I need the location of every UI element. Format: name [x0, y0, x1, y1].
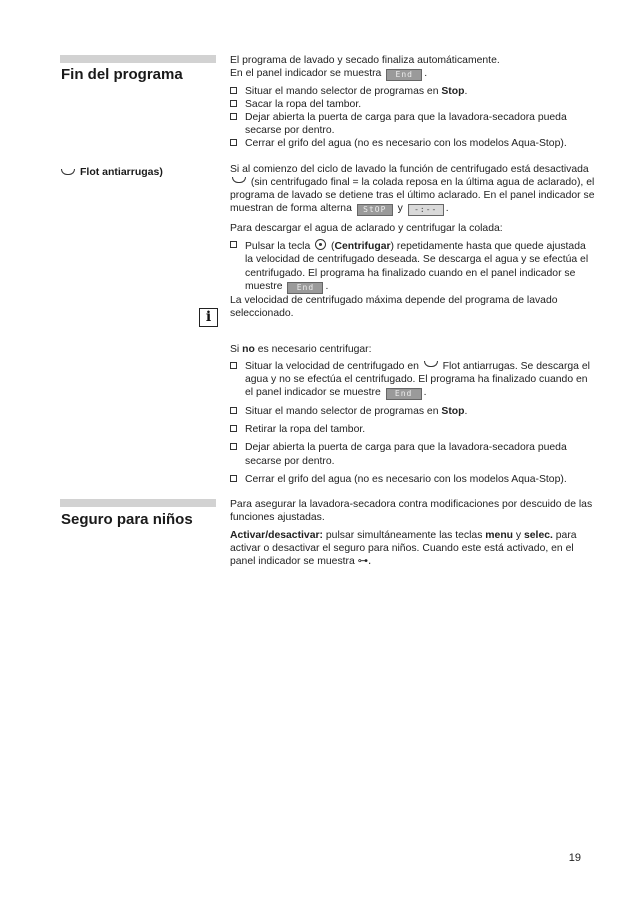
list-item: Situar el mando selector de programas en Stop.	[230, 85, 595, 98]
section-bar	[60, 55, 216, 63]
no-spin-icon	[424, 361, 438, 367]
no-spin-icon	[61, 169, 75, 175]
list-item: Dejar abierta la puerta de carga para que la lavadora-secadora pueda secarse por dentro.	[230, 441, 595, 467]
list-item: Pulsar la tecla (Centrifugar) repetidamente hasta que quede ajustada la velocidad de centrifugado deseada. Se descarga el agua y se efectúa el centrifugado. El programa ha finalizado cuando en el panel indicador se muestre End .	[230, 239, 595, 293]
seguro-paragraph-1: Para asegurar la lavadora-secadora contra modificaciones por descuido de las funciones ajustadas.	[230, 499, 593, 524]
flot-text	[230, 163, 595, 320]
section-title-flot: Flot antiarrugas)	[61, 166, 163, 178]
key-lock-icon: ⊶.	[357, 555, 372, 568]
checkbox-bullet-icon	[230, 443, 237, 450]
checkbox-bullet-icon	[230, 113, 237, 120]
fin-intro: El programa de lavado y secado finaliza automáticamente.	[230, 55, 500, 66]
section-title-fin: Fin del programa	[61, 66, 183, 83]
display-end-icon: End	[386, 69, 422, 81]
fin-intro-2: En el panel indicador se muestra End .	[230, 68, 428, 80]
section-bar	[60, 499, 216, 507]
info-note: La velocidad de centrifugado máxima depende del programa de lavado seleccionado.	[230, 294, 558, 319]
info-icon: i	[199, 308, 218, 327]
checkbox-bullet-icon	[230, 139, 237, 146]
display-dash-icon: -:--	[408, 204, 444, 216]
page-number: 19	[568, 852, 581, 864]
flot-text-2	[230, 343, 595, 486]
list-item: Situar el mando selector de programas en Stop.	[230, 405, 595, 418]
section-title-seguro: Seguro para niños	[61, 511, 193, 528]
display-end-icon: End	[287, 282, 323, 294]
flot-paragraph-2: Para descargar el agua de aclarado y centrifugar la colada:	[230, 223, 503, 235]
list-item: Cerrar el grifo del agua (no es necesario con los modelos Aqua-Stop).	[230, 137, 595, 150]
no-spin-icon	[232, 177, 246, 183]
fin-text	[230, 54, 595, 151]
display-stop-icon: StOP	[357, 204, 393, 216]
flot-paragraph-1: Si al comienzo del ciclo de lavado la función de centrifugado está desactivada (sin centrifugado final = la colada reposa en la última agua de aclarado), el programa de lavado se detiene tras el último aclarado. En el panel indicador se muestran de forma alterna StOP y -:-- .	[230, 164, 595, 215]
flot-paragraph-3: Si no es necesario centrifugar:	[230, 344, 372, 355]
checkbox-bullet-icon	[230, 407, 237, 414]
display-end-icon: End	[386, 388, 422, 400]
checkbox-bullet-icon	[230, 425, 237, 432]
list-item: Cerrar el grifo del agua (no es necesario con los modelos Aqua-Stop).	[230, 473, 595, 486]
seguro-paragraph-2: Activar/desactivar: pulsar simultáneamente las teclas menu y selec. para activar o desactivar el seguro para niños. Cuando este está activado, en el panel indicador se muestra ⊶.	[230, 530, 577, 568]
checkbox-bullet-icon	[230, 87, 237, 94]
list-item: Sacar la ropa del tambor.	[230, 98, 595, 111]
seguro-text	[230, 498, 595, 568]
list-item: Dejar abierta la puerta de carga para que la lavadora-secadora pueda secarse por dentro.	[230, 111, 595, 137]
checkbox-bullet-icon	[230, 100, 237, 107]
spin-key-icon	[315, 239, 326, 250]
checkbox-bullet-icon	[230, 475, 237, 482]
list-item: Retirar la ropa del tambor.	[230, 423, 595, 436]
checkbox-bullet-icon	[230, 362, 237, 369]
list-item: Situar la velocidad de centrifugado en Flot antiarrugas. Se descarga el agua y no se efectúa el centrifugado. El programa ha finalizado cuando en el panel indicador se muestre End .	[230, 360, 595, 400]
checkbox-bullet-icon	[230, 241, 237, 248]
